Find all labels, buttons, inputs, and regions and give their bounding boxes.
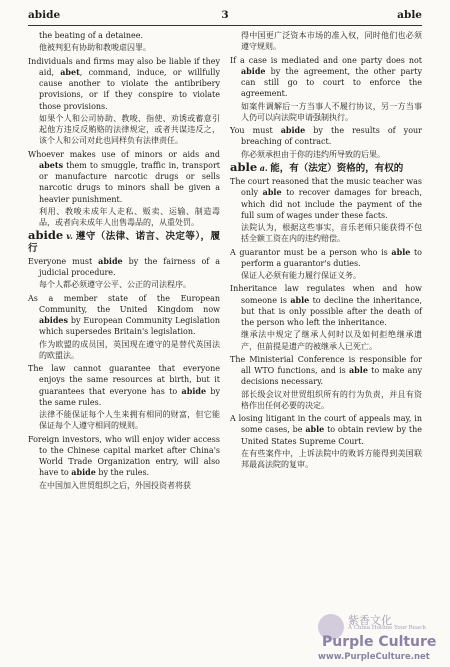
headword-entry: [28, 230, 220, 254]
watermark-tagline: A China Hotline Your Reach: [348, 625, 426, 631]
example-text: A guarantor must be a person who is: [230, 247, 392, 257]
example-english: [230, 247, 422, 270]
example-english: [28, 363, 220, 408]
left-column: [28, 30, 220, 493]
example-text: by the results of your breaching of contract.: [241, 126, 422, 147]
part-of-speech: a.: [259, 162, 268, 173]
example-text: by the agreement, the other party can still go to court to enforce the agreement.: [241, 66, 422, 99]
example-chinese: 在中国加入世贸组织之后，外国投资者将获: [39, 480, 191, 490]
guide-word-left: abide: [28, 9, 61, 21]
headword: able: [230, 159, 258, 174]
example-text: to make any decisions necessary.: [241, 366, 423, 387]
example-text: to perform a guarantor's duties.: [241, 247, 422, 268]
example-chinese: 作为欧盟的成员国，英国现在遵守的是替代英国法的欧盟法。: [39, 339, 220, 360]
part-of-speech: v.: [66, 231, 73, 242]
example-text: to obtain review by the United States Supreme Court.: [241, 425, 422, 446]
keyword: abets: [39, 159, 64, 170]
example-text: If a case is mediated and one party does not: [230, 55, 422, 65]
keyword: abides: [39, 315, 69, 325]
example-text: to decline the inheritance, but that is only possible after the death of the person who left the inheritance.: [241, 295, 422, 327]
right-column: [230, 30, 422, 472]
example-text: them to smuggle, traffic in, transport or manufacture narcotic drugs or sells narcotic drugs to minors shall be given a heavier punishment.: [39, 160, 220, 204]
example-chinese: 如果个人和公司协助、教唆、指使、劝诱或蓄意引起他方违反反贿赂的法律规定，或者共谋违反之，该个人和公司对此也同样负有法律责任。: [39, 113, 220, 146]
example-text: Whoever makes use of minors or aids and: [28, 149, 220, 159]
example-text: The Ministerial Conference is responsible for all WTO functions, and is: [230, 354, 422, 375]
example-chinese: 利用、教唆未成年人走私、贩卖、运输、制造毒品，或者向未成年人出售毒品的，从重处罚。: [39, 206, 220, 227]
example-text: Foreign investors, who will enjoy wider access to the Chinese capital market after China's World Trade Organization entry, will also have to: [28, 434, 220, 478]
example-chinese: 如案件调解后一方当事人不履行协议，另一方当事人仍可以向法院申请强制执行。: [241, 101, 422, 122]
example-chinese: 法院认为，根据这些事实，音乐老师只能获得不包括全额工资在内的违约赔偿。: [241, 223, 422, 244]
example-text: Inheritance law regulates when and how someone is: [230, 284, 422, 305]
headword-definition: 遵守（法律、诺言、决定等），履行: [28, 231, 220, 254]
example-english: [28, 256, 220, 279]
example-english: [230, 176, 422, 221]
example-text: As a member state of the European Community, the United Kingdom now: [28, 293, 220, 314]
keyword: able: [305, 424, 325, 435]
example-english: [28, 149, 220, 205]
guide-word-right: able: [397, 9, 422, 21]
example-text: The court reasoned that the music teacher was only: [230, 177, 422, 198]
watermark-url: www.PurpleCulture.net: [318, 652, 430, 662]
keyword: abide: [241, 65, 266, 76]
example-english: [230, 55, 422, 100]
example-english: [230, 125, 422, 148]
example-text: by the fairness of a judicial procedure.: [39, 256, 220, 277]
example-chinese: 在有些案件中，上诉法院中的败诉方能得到美国联邦最高法院的复审。: [241, 448, 422, 469]
example-text: by the rules.: [95, 468, 150, 478]
keyword: able: [391, 246, 411, 257]
headword: abide: [28, 228, 64, 243]
watermark-brand: Purple Culture: [322, 634, 437, 650]
example-chinese: 得中国更广泛资本市场的准入权，同时他们也必须遵守规则。: [241, 31, 422, 52]
example-chinese: 你必须承担由于你的违约所导致的后果。: [241, 149, 385, 159]
example-chinese: 保证人必须有能力履行保证义务。: [241, 271, 361, 280]
example-text: Individuals and firms may also be liable if they aid,: [28, 56, 220, 77]
watermark-logo: [318, 612, 438, 648]
example-text: You must: [230, 126, 281, 135]
example-english: [230, 354, 422, 388]
keyword: abide: [181, 385, 207, 396]
watermark-cn: 紫香文化: [348, 614, 392, 627]
header-rule: [28, 25, 422, 26]
page-number: 3: [221, 9, 229, 21]
example-chinese: 法律不能保证每个人生来拥有相同的财富，但它能保证每个人遵守相同的规则。: [39, 410, 220, 431]
headword-definition: 能，有（法定）资格的，有权的: [270, 162, 404, 174]
example-text: A losing litigant in the court of appeals may, in some cases, be: [230, 414, 422, 435]
headword-entry: [230, 159, 422, 174]
keyword: abide: [280, 125, 306, 135]
example-text: , command, induce, or willfully cause another to violate the antibribery provisions, or if they conspire to violate those provisions.: [39, 67, 220, 111]
example-chinese: 每个人都必须遵守公平、公正的司法程序。: [39, 280, 191, 290]
example-chinese: 继承法中规定了继承人何时以及如何拒绝继承遗产，但前提是遗产的被继承人已死亡。: [241, 330, 422, 351]
example-text: by European Community Legislation which supersedes Britain's legislation.: [39, 316, 220, 337]
example-english: [230, 283, 422, 328]
keyword: able: [262, 187, 282, 198]
keyword: abide: [98, 255, 123, 266]
example-text: by the same rules.: [39, 386, 220, 407]
running-header: [28, 9, 422, 25]
keyword: abide: [71, 467, 96, 478]
example-english: [28, 293, 220, 338]
example-chinese: 部长级会议对世贸组织所有的行为负责，并且有资格作出任何必要的决定。: [241, 389, 422, 410]
example-english: [28, 434, 220, 479]
example-continuation: the beating of a detainee.: [39, 31, 144, 40]
keyword: able: [290, 294, 310, 305]
example-chinese: 他被判犯有协助和教唆虐囚罪。: [39, 43, 151, 53]
example-text: The law cannot guarantee that everyone enjoys the same resources at birth, but it guarantees that everyone has to: [28, 364, 220, 396]
example-english: [28, 56, 220, 112]
keyword: abet: [60, 66, 80, 77]
example-english: [230, 413, 422, 447]
keyword: able: [349, 365, 368, 375]
example-text: to recover damages for breach, which did not include the payment of the full sum of wages under these facts.: [241, 188, 422, 220]
example-text: Everyone must: [28, 256, 99, 266]
